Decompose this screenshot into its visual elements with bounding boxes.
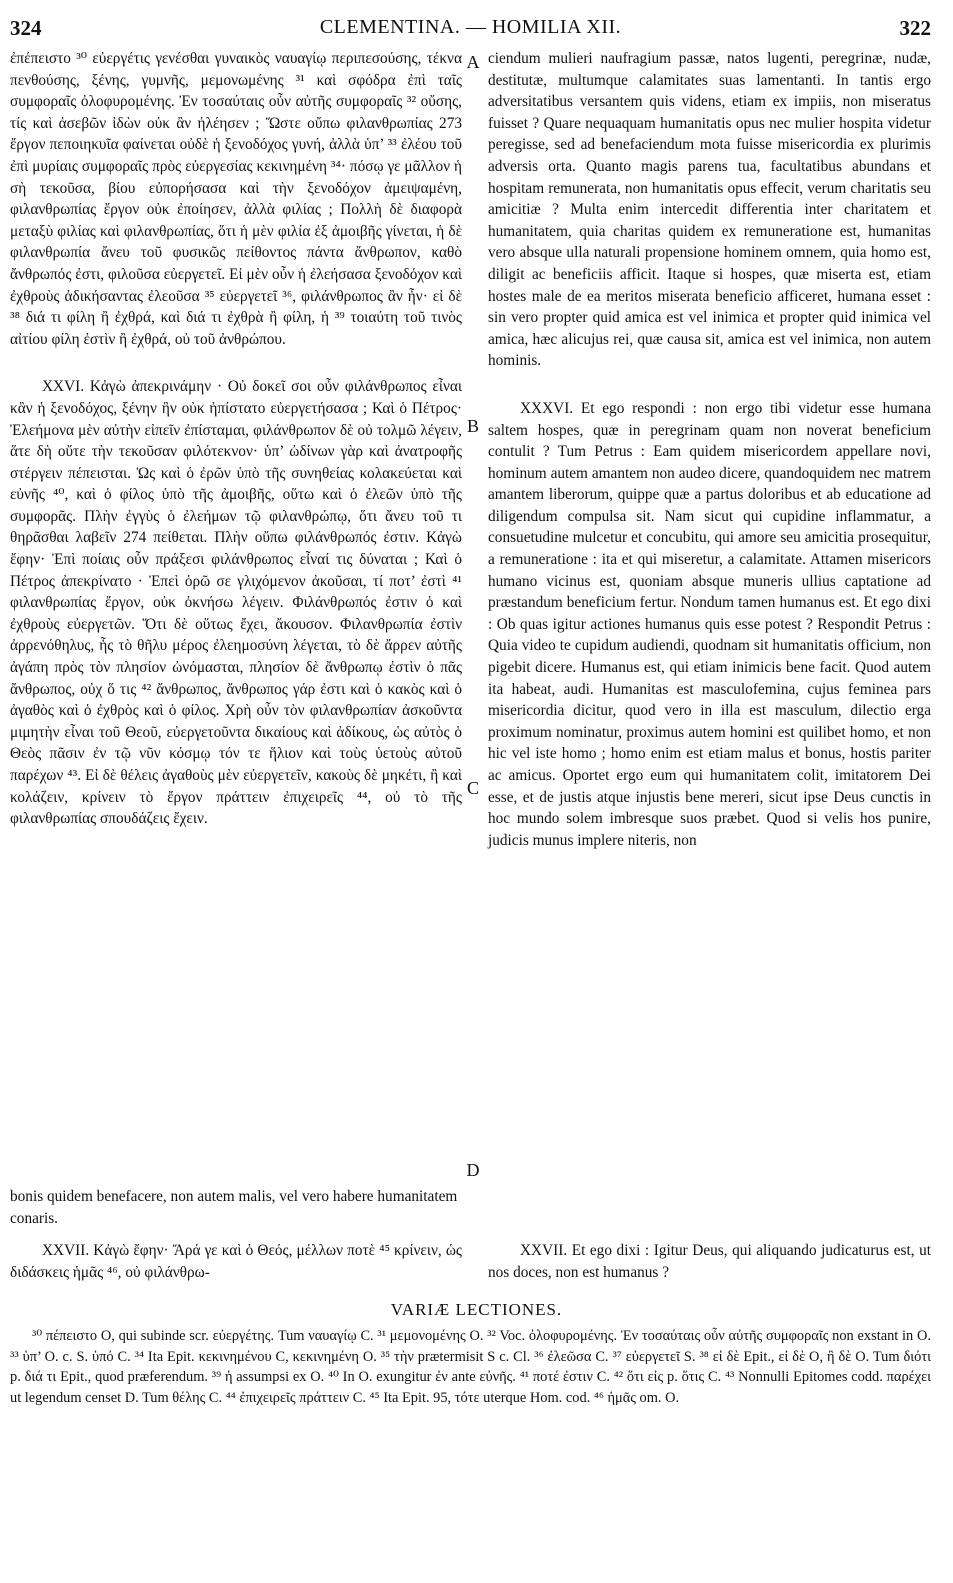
latin-xxvii-block [488, 1240, 931, 1283]
margin-letter-b: B [466, 416, 479, 436]
latin-paragraph-xxvii: XXVII. Et ego dixi : Igitur Deus, qui aliquando judicaturus est, ut nos doces, non est humanus ? [488, 1242, 931, 1281]
running-header [10, 16, 931, 44]
greek-column [10, 48, 462, 830]
margin-letter-a: A [466, 52, 480, 72]
running-title: CLEMENTINA. — HOMILIA XII. [319, 16, 622, 38]
greek-paragraph-1: ἐπέπειστο ³⁰ εὐεργέτις γενέσθαι γυναικὸς ναυαγίῳ περιπεσούσης, τέκνα πενθούσης, ξένης, γυμνῆς, μεμονωμένης ³¹ καὶ σφόδρα ἐπὶ ταῖς συμφοραῖς ὀλοφυρομένης. Ἐν τοσαύταις οὖν αὐτῆς συμφοραῖς ³² οὔσης, τίς καὶ ἀσεβῶν ἰδὼν οὐκ ἂν ἠλέησεν ; Ὥστε οὔπω φιλανθρωπίας 273 ἔργον πεποιηκυῖα φαίνεται οὐδὲ ἡ ξενοδόχος γυνή, ἀλλὰ ὑπ’ ³³ ἐλέου τοῦ ἐπὶ μυρίαις συμφοραῖς πρὸς εὐεργεσίας κεκινημένη ³⁴· πόσῳ γε μᾶλλον ἡ σὴ τεκοῦσα, βίου εὐπορήσασα καὶ τὴν ξενοδόχον ἀμειψαμένη, φιλανθρωπίας ἔργον οὐκ ἐποίησεν, ἀλλὰ φιλίας ; Πολλὴ δὲ διαφορὰ μεταξὺ φιλίας καὶ φιλανθρωπίας, ὅτι ἡ μὲν φιλία ἐξ ἀμοιβῆς γίνεται, ἡ δὲ φιλανθρωπία ἄνευ τοῦ φυσικῶς πείθοντος πάντα ἄνθρωπον, καθὸ ἄνθρωπός ἐστι, φιλοῦσα εὐεργετεῖ. Εἰ μὲν οὖν ἡ ἐλεήσασα ξενοδόχον καὶ ἐχθροὺς ἀδικήσαντας ἐλεοῦσα ³⁵ εὐεργετεῖ ³⁶, φιλάνθρωπος ἂν ἦν· εἰ δὲ ³⁸ διά τι φίλη ἢ ἐχθρά, καὶ διά τι ἐχθρὰ ἢ φίλη, ἡ ³⁹ τοιαύτη τοῦ τινὸς αἰτίου φίλη ἐστὶν ἢ ἐχθρά, οὐ τοῦ ἀνθρώπου. [10, 50, 462, 348]
greek-paragraph-xxvi: XXVI. Κἀγὼ ἀπεκρινάμην · Οὐ δοκεῖ σοι οὖν φιλάνθρωπος εἶναι κἂν ἡ ξενοδόχος, ξένην ἣν οὐκ ἠπίστατο εὐεργετήσασα ; Καὶ ὁ Πέτρος· Ἐλεήμονα μὲν αὐτὴν εἰπεῖν ἐπίσταμαι, φιλάνθρωπον δὲ οὐ τολμῶ λέγειν, ἅτε δὴ οὔτε τὴν τεκοῦσαν φιλότεκνον· ὑπ’ ὠδίνων γὰρ καὶ ἀνατροφῆς στέργειν πέπεισται. Ὡς καὶ ὁ ἐρῶν ὑπὸ τῆς συνηθείας κολακεύεται καὶ εὐνῆς ⁴⁰, καὶ ὁ φίλος ὑπὸ τῆς ἀμοιβῆς, οὕτω καὶ ὁ ἐλεῶν ὑπὸ τῆς συμφορᾶς. Πλὴν ἐγγὺς ὁ ἐλεήμων τῷ φιλανθρώπῳ, ὅτι ἄνευ τοῦ τι θηρᾶσθαι λαβεῖν 274 πείθεται. Πλὴν οὔπω φιλάνθρωπός ἐστιν. Κἀγὼ ἔφην· Ἐπὶ ποίαις οὖν πράξεσι φιλάνθρωπος εἶναί τις δύναται ; Καὶ ὁ Πέτρος ἀπεκρίνατο · Ἐπεὶ ὁρῶ σε γλιχόμενον ἀκοῦσαι, τί ποτ’ ἐστὶ ⁴¹ φιλανθρωπίας ἔργον, οὐκ ὀκνήσω λέγειν. Φιλάνθρωπός ἐστιν ὁ καὶ ἐχθροὺς εὐεργετῶν. Ὅτι δὲ οὕτως ἔχει, ἄκουσον. Φιλανθρωπία ἐστὶν ἀρρενόθηλυς, ἧς τὸ θῆλυ μέρος ἐλεημοσύνη λέγεται, τὸ δὲ ἄρρεν αὐτῆς ἀγάπη πρὸς τὸν πλησίον ὠνόμασται, πλησίον δὲ ἄνθρωπῳ ἐστὶν ὁ πᾶς ἄνθρωπος, οὐχ ὅ τις ⁴² ἄνθρωπος, ἄνθρωπος γάρ ἐστι καὶ ὁ κακὸς καὶ ὁ ἀγαθὸς καὶ ὁ ἐχθρὸς καὶ ὁ φίλος. Χρὴ οὖν τὸν φιλανθρωπίαν ἀσκοῦντα μιμητὴν εἶναι τοῦ Θεοῦ, εὐεργετοῦντα δικαίους καὶ ἀδίκους, ὡς αὐτὸς ὁ Θεὸς πᾶσιν ἐν τῷ νῦν κόσμῳ τόν τε ἥλιον καὶ τοὺς ὑετοὺς αὐτοῦ παρέχων ⁴³. Εἰ δὲ θέλεις ἀγαθοὺς μὲν εὐεργετεῖν, κακοὺς δὲ μηκέτι, ἢ καὶ κολάζειν, κρίνειν τὸ ἔργον πράττειν ἐπιχειρεῖς ⁴⁴, οὐ τὸ τῆς φιλανθρωπίας σπουδάζεις ἔχειν. [10, 378, 462, 828]
greek-paragraph-xxvii: XXVII. Κἀγὼ ἔφην· Ἄρά γε καὶ ὁ Θεός, μέλλων ποτὲ ⁴⁵ κρίνειν, ὡς διδάσκεις ἡμᾶς ⁴⁶, οὐ φιλάνθρω- [10, 1242, 462, 1281]
margin-letter-c: C [466, 778, 479, 798]
latin-paragraph-xxxvi: XXXVI. Et ego respondi : non ergo tibi videtur esse humana saltem hospes, quæ in peregrinam quam non noverat beneficium contulit ? Tum Petrus : Eam quidem misericordem appellare novi, hominum autem amantem non audeo dicere, quandoquidem nec matrem amantem liberorum, quippe quæ a partus doloribus et ab educatione ad diligendum compulsa sit. Nam sicut qui cupidine inflammatur, a consuetudine mulcetur et concubitu, qui amore seu amicitia prosequitur, a remuneratione : ita et qui miseretur, a calamitate. Attamen misericors humano vicinus est, quoniam absque muneris ullius captatione ad præstandum beneficium fertur. Nondum tamen humanus est. Et ego dixi : Ob quas igitur actiones humanus quis esse potest ? Respondit Petrus : Quia video te cupidum audiendi, quodnam sit humanitatis officium, non pigebit dicere. Humanus est, qui etiam inimicis bene facit. Quod autem ita habeat, audi. Humanitas est masculofemina, cujus feminea pars misericordia dicitur, quod vero in illa est masculum, dilectio erga proximum nominatur, proximus autem homini est quilibet homo, et non hic vel iste homo ; homo enim est etiam malus et bonus, hostis pariter ac amicus. Oportet ergo eum qui humanitatem colit, imitatorem Dei esse, et de justis atque injustis bene mereri, sicut ipse Deus cunctis in hoc mundo solem imbresque suos præbet. Quod si velis hos punire, judicis munus implere niteris, non [488, 399, 931, 849]
greek-xxvii-block [10, 1240, 462, 1283]
latin-paragraph-1: ciendum mulieri naufragium passæ, natos lugenti, peregrinæ, nudæ, destitutæ, multumque calamitates suas lamentanti. In tantis ergo adversitatibus versantem quis videns, etiam ex impiis, non miseratus fuisset ? Quare nequaquam humanitatis opus nec mulier hospita videtur peregisse, sed ad benefaciendum mota fuisse misericordia ex plurimis adversis orta. Quanto magis parens tua, facultatibus abundans et hospitam remunerata, non humanitatis opus effecit, verum charitatis seu amicitiæ ? Multa enim intercedit differentia inter charitatem et humanitatem, quia charitas quidem ex remuneratione est, humanitas vero absque ulla naturali propensione hominem omnem, quia homo est, diligit ac beneficiis afficit. Itaque si hospes, quæ miserta est, etiam hostes male de ea meritos miserata beneficio afficeret, humana esset : sin vero propter quid amica est vel inimica et propter quid inimica vel amica, hæc alicujus rei, quæ causa sit, amica est vel inimica, non autem hominis. [488, 50, 931, 370]
left-page-number: 324 [10, 16, 42, 40]
right-page-number: 322 [899, 16, 931, 40]
latin-continuation-line [10, 1186, 470, 1229]
variae-lectiones-heading: VARIÆ LECTIONES. [390, 1300, 563, 1319]
latin-column [488, 48, 931, 851]
margin-letter-d: D [466, 1160, 480, 1180]
variae-lectiones-notes: ³⁰ πέπειστο O, qui subinde scr. εὐεργέτης. Tum ναυαγίῳ C. ³¹ μεμονομένης O. ³² Voc. ὀλοφυρομένης. Ἐν τοσαύταις οὖν αὐτῆς συμφοραῖς non exstant in O. ³³ ὑπ’ O. c. S. ὑπό C. ³⁴ Ita Epit. κεκινημένου C, κεκινημένη O. ³⁵ τὴν prætermisit S c. Cl. ³⁶ ἐλεῶσα C. ³⁷ εὐεργετεῖ S. ³⁸ εἰ δὲ Epit., εἰ δὲ O, ἢ δὲ O. Tum διότι p. διά τι Epit., quod præferendum. ³⁹ ἡ assumpsi ex O. ⁴⁰ In O. exungitur ἐν ante εὐνῆς. ⁴¹ ποτέ ἐστιν C. ⁴² ὅτι εἰς p. ὅτις C. ⁴³ Nonnulli Epitomes codd. παρέχει ut legendum censet D. Tum θέλης C. ⁴⁴ ἐπιχειρεῖς πράττειν C. ⁴⁵ Ita Epit. 95, τότε uterque Hom. cod. ⁴⁶ ἡμᾶς om. O. [10, 1328, 931, 1406]
latin-continuation-text: bonis quidem benefacere, non autem malis, vel vero habere humanitatem conaris. [10, 1188, 458, 1227]
